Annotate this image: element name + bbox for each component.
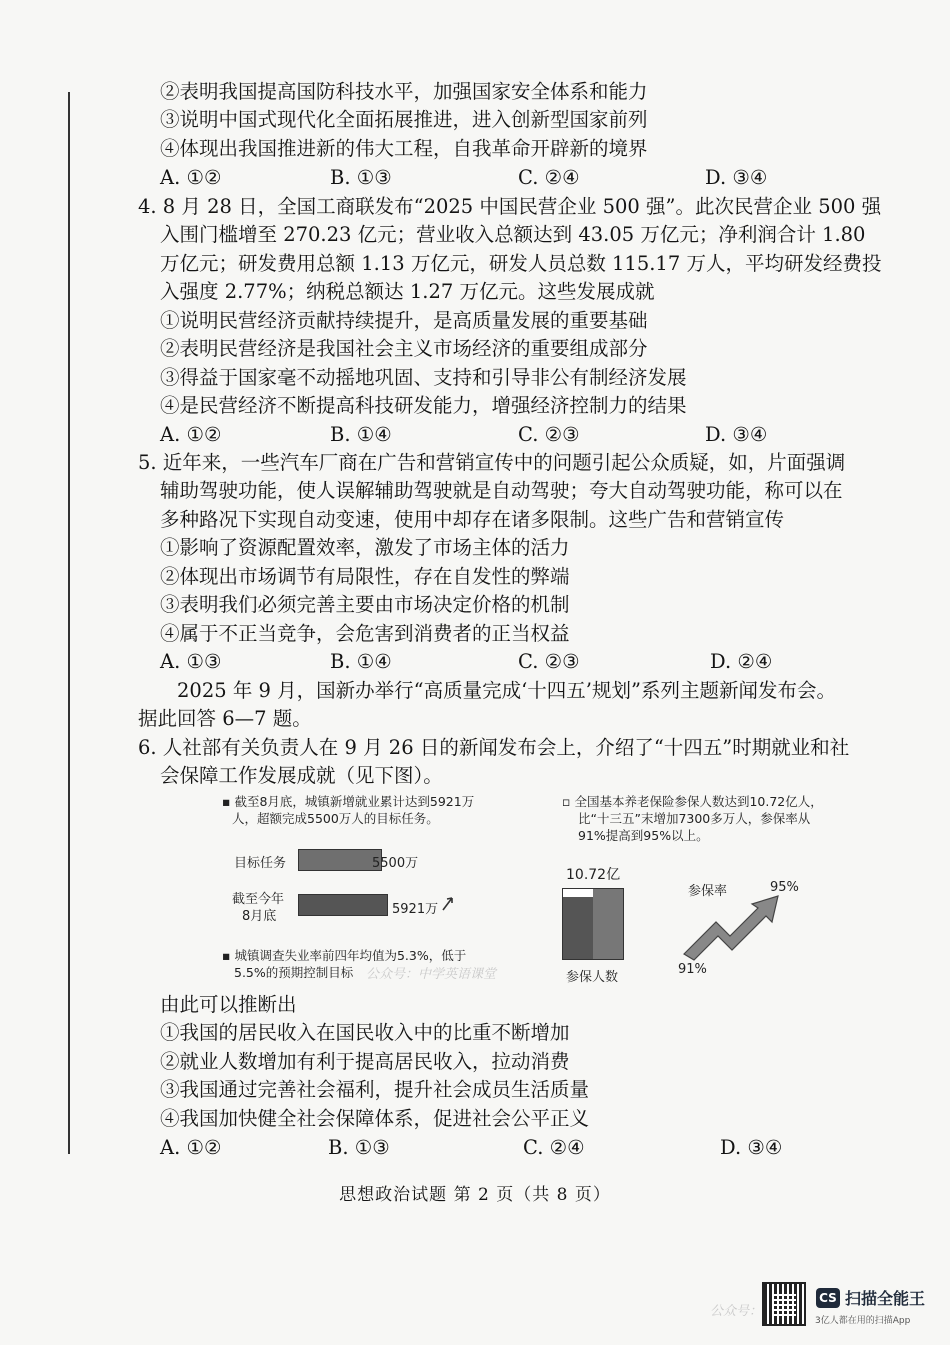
pension-note-line-1: ▫ 全国基本养老保险参保人数达到10.72亿人， [562, 794, 823, 809]
q4-option-a: A. ①② [160, 423, 222, 446]
actual-label-line-1: 截至今年 [232, 892, 285, 907]
employment-note-line-1: ▪ 截至8月底，城镇新增就业累计达到5921万 [222, 794, 475, 809]
q6-stem-line-2: 会保障工作发展成就（见下图）。 [160, 764, 443, 787]
q5-item-4: ④属于不正当竞争，会危害到消费者的正当权益 [160, 622, 570, 645]
q3-option-d: D. ③④ [705, 166, 768, 189]
q4-item-3: ③得益于国家毫不动摇地巩固、支持和引导非公有制经济发展 [160, 366, 687, 389]
q4-item-4: ④是民营经济不断提高科技研发能力，增强经济控制力的结果 [160, 394, 687, 417]
q6-item-3: ③我国通过完善社会福利，提升社会成员生活质量 [160, 1078, 590, 1101]
actual-bar [298, 894, 388, 916]
q3-option-c: C. ②④ [518, 166, 580, 189]
q6-option-d: D. ③④ [720, 1136, 783, 1159]
scanner-app-title: 扫描全能王 [845, 1289, 926, 1308]
q5-option-b: B. ①④ [330, 650, 392, 673]
q4-option-c: C. ②③ [518, 423, 580, 446]
q4-item-2: ②表明民营经济是我国社会主义市场经济的重要组成部分 [160, 337, 648, 360]
q6-option-b: B. ①③ [328, 1136, 390, 1159]
q4-stem-line-2: 入围门槛增至 270.23 亿元；营业收入总额达到 43.05 万亿元；净利润合计 1.80 [160, 223, 866, 246]
up-arrow-icon [440, 894, 456, 912]
q6-item-4: ④我国加快健全社会保障体系，促进社会公平正义 [160, 1107, 590, 1130]
q5-option-c: C. ②③ [518, 650, 580, 673]
q5-option-a: A. ①③ [160, 650, 222, 673]
q4-stem-line-4: 入强度 2.77%；纳税总额达 1.27 万亿元。这些发展成就 [160, 280, 655, 303]
q6-option-a: A. ①② [160, 1136, 222, 1159]
material-intro-line-2: 据此回答 6—7 题。 [138, 707, 312, 730]
watermark-bottom: 公众号： [710, 1304, 763, 1319]
scanner-app-subtitle: 3亿人都在用的扫描App [815, 1316, 911, 1326]
scanner-logo-icon: CS [816, 1288, 840, 1308]
employment-note-line-2: 人，超额完成5500万人的目标任务。 [232, 811, 439, 826]
q3-item-3: ③说明中国式现代化全面拓展推进，进入创新型国家前列 [160, 108, 648, 131]
insured-bar-before [563, 897, 593, 959]
q6-option-c: C. ②④ [523, 1136, 585, 1159]
insured-label: 参保人数 [566, 970, 619, 985]
q5-item-1: ①影响了资源配置效率，激发了市场主体的活力 [160, 536, 570, 559]
q6-lead: 由此可以推断出 [160, 993, 297, 1016]
q3-item-4: ④体现出我国推进新的伟大工程，自我革命开辟新的境界 [160, 137, 648, 160]
q5-stem-line-3: 多种路况下实现自动变速，使用中却存在诸多限制。这些广告和营销宣传 [160, 508, 785, 531]
q6-item-1: ①我国的居民收入在国民收入中的比重不断增加 [160, 1021, 570, 1044]
pension-note-line-3: 91%提高到95%以上。 [578, 828, 709, 843]
actual-value: 5921万 [392, 902, 439, 917]
insured-value: 10.72亿 [566, 867, 621, 883]
q4-option-d: D. ③④ [705, 423, 768, 446]
q6-stem-line-1: 6. 人社部有关负责人在 9 月 26 日的新闻发布会上，介绍了“十四五”时期就业和社 [138, 736, 850, 759]
rate-high-value: 95% [770, 880, 799, 895]
q5-option-d: D. ②④ [710, 650, 773, 673]
q5-stem-line-2: 辅助驾驶功能，使人误解辅助驾驶就是自动驾驶；夸大自动驾驶功能，称可以在 [160, 479, 843, 502]
rate-rise-arrow-icon [680, 892, 785, 962]
q3-option-a: A. ①② [160, 166, 222, 189]
qr-code [762, 1282, 806, 1326]
q3-item-2: ②表明我国提高国防科技水平，加强国家安全体系和能力 [160, 80, 648, 103]
q6-item-2: ②就业人数增加有利于提高居民收入，拉动消费 [160, 1050, 570, 1073]
q5-stem-line-1: 5. 近年来，一些汽车厂商在广告和营销宣传中的问题引起公众质疑，如，片面强调 [138, 451, 846, 474]
q3-option-b: B. ①③ [330, 166, 392, 189]
binding-margin-line [68, 92, 70, 1154]
pension-note-line-2: 比“十三五”末增加7300多万人，参保率从 [578, 811, 811, 826]
q5-item-2: ②体现出市场调节有局限性，存在自发性的弊端 [160, 565, 570, 588]
q4-stem-line-3: 万亿元；研发费用总额 1.13 万亿元，研发人员总数 115.17 万人，平均研发经费投 [160, 252, 882, 275]
q4-item-1: ①说明民营经济贡献持续提升，是高质量发展的重要基础 [160, 309, 648, 332]
rate-label: 参保率 [688, 884, 728, 899]
target-label: 目标任务 [234, 856, 287, 871]
q4-option-b: B. ①④ [330, 423, 392, 446]
insured-bar-now [593, 889, 623, 959]
material-intro-line-1: 2025 年 9 月，国新办举行“高质量完成‘十四五’规划”系列主题新闻发布会。 [177, 679, 836, 702]
watermark-text: 公众号：中学英语课堂 [366, 967, 497, 982]
q5-item-3: ③表明我们必须完善主要由市场决定价格的机制 [160, 593, 570, 616]
q4-stem-line-1: 4. 8 月 28 日，全国工商联发布“2025 中国民营企业 500 强”。此次民营企业 500 强 [138, 195, 882, 218]
actual-label-line-2: 8月底 [242, 909, 277, 924]
target-value: 5500万 [372, 856, 419, 871]
page-footer: 思想政治试题 第 2 页（共 8 页） [339, 1185, 611, 1205]
rate-low-value: 91% [678, 962, 707, 977]
unemployment-note-line-2: 5.5%的预期控制目标 [234, 965, 354, 980]
unemployment-note-line-1: ▪ 城镇调查失业率前四年均值为5.3%，低于 [222, 948, 467, 963]
target-bar [298, 849, 382, 871]
insured-bar-frame [562, 888, 624, 960]
